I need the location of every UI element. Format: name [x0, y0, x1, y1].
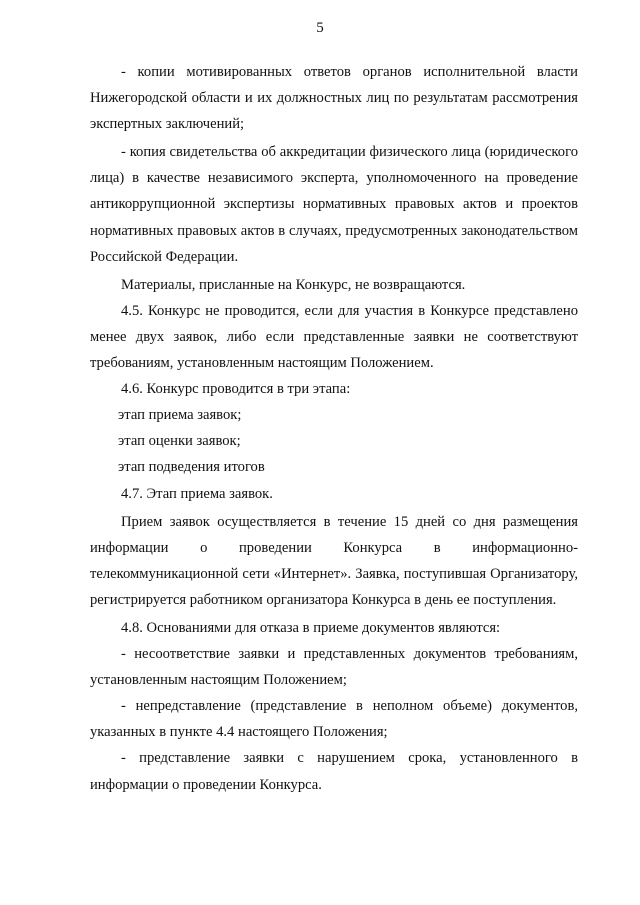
paragraph-4-7: 4.7. Этап приема заявок. [121, 485, 273, 502]
document-body [90, 59, 578, 798]
stage-item-applications: этап приема заявок; [118, 407, 242, 424]
paragraph-accreditation-copy: - копия свидетельства об аккредитации физического лица (юридического лица) в качестве независимого эксперта, уполномоченного на проведение антикоррупционной экспертизы нормативных правовых актов и проектов нормативных правовых актов в случаях, предусмотренных законодательством Российской Федерации. [90, 144, 578, 265]
stage-item-results: этап подведения итогов [118, 459, 265, 476]
paragraph-copies-responses: - копии мотивированных ответов органов исполнительной власти Нижегородской области и их должностных лиц по результатам рассмотрения экспертных заключений; [90, 64, 578, 133]
paragraph-application-acceptance: Прием заявок осуществляется в течение 15 дней со дня размещения информации о проведении Конкурса в информационно-телекоммуникационной сети «Интернет». Заявка, поступившая Организатору, регистрируется работником организатора Конкурса в день ее поступления. [90, 513, 578, 608]
paragraph-materials-not-returned: Материалы, присланные на Конкурс, не возвращаются. [121, 276, 466, 293]
reason-missing-documents: - непредставление (представление в неполном объеме) документов, указанных в пункте 4.4 настоящего Положения; [90, 698, 578, 741]
page-number: 5 [316, 20, 324, 36]
reason-nonconformity: - несоответствие заявки и представленных документов требованиям, установленным настоящим Положением; [90, 646, 578, 689]
stage-item-evaluation: этап оценки заявок; [118, 433, 241, 450]
reason-late-submission: - представление заявки с нарушением срока, установленного в информации о проведении Конкурса. [90, 750, 578, 793]
paragraph-4-8: 4.8. Основаниями для отказа в приеме документов являются: [121, 619, 501, 636]
paragraph-4-6: 4.6. Конкурс проводится в три этапа: [121, 381, 351, 398]
paragraph-4-5: 4.5. Конкурс не проводится, если для участия в Конкурсе представлено менее двух заявок, либо если представленные заявки не соответствуют требованиям, установленным настоящим Положением. [90, 302, 578, 372]
